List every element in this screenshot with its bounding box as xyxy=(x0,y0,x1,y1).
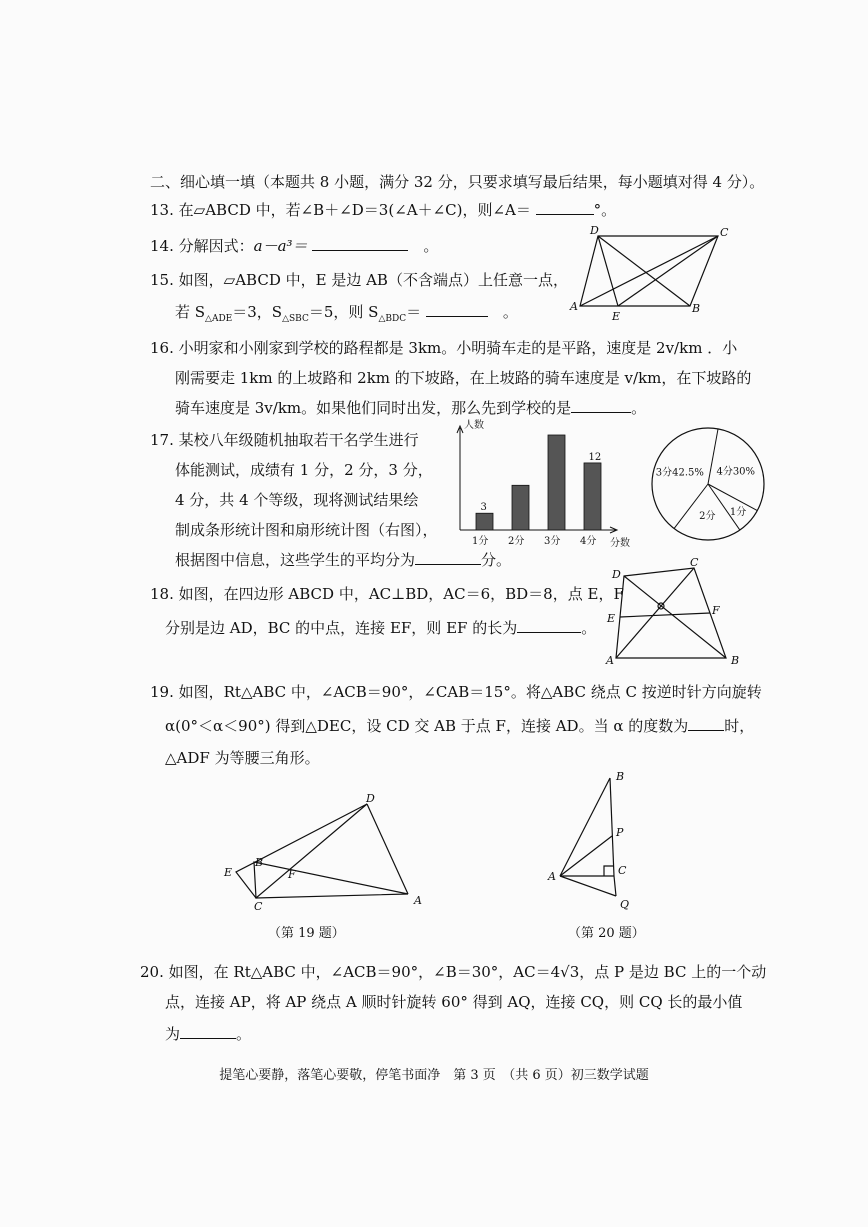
q20-label-b: B xyxy=(616,770,625,783)
q16-line2: 刚需要走 1km 的上坡路和 2km 的下坡路，在上坡路的骑车速度是 v/km，在下坡路的 xyxy=(175,369,752,387)
q18-label-c: C xyxy=(690,556,699,569)
q17-line4: 制成条形统计图和扇形统计图（右图）， xyxy=(175,521,438,539)
q19-label-a: A xyxy=(414,894,422,907)
q13-text-c: °。 xyxy=(593,201,617,219)
q20-label-a: A xyxy=(548,870,556,883)
bar-4 xyxy=(584,463,601,530)
q17-number: 17. xyxy=(150,431,174,449)
q18-number: 18. xyxy=(150,585,174,603)
q15-answer-blank[interactable] xyxy=(426,302,488,317)
q14-expression: a－a³＝ xyxy=(253,237,308,255)
q18-figure xyxy=(604,556,744,667)
question-19-line-1 xyxy=(150,682,762,702)
q19-label-e: E xyxy=(224,866,233,879)
q20-segment-bc xyxy=(610,778,614,876)
q17-pie-chart xyxy=(646,424,774,546)
q19-figure xyxy=(222,792,432,913)
q19-label-c: C xyxy=(254,900,263,913)
question-18-line-2 xyxy=(165,618,596,638)
q16-line1: 小明家和小刚家到学校的路程都是 3km。小明骑车走的是平路，速度是 2v/km ．小 xyxy=(178,339,738,357)
question-18-line-1 xyxy=(150,584,624,604)
q18-diagonal-bd xyxy=(624,576,726,658)
bar-category-label: 3分 xyxy=(544,536,561,547)
q19-line3: △ADF 为等腰三角形。 xyxy=(165,749,320,767)
q17-line1: 某校八年级随机抽取若干名学生进行 xyxy=(178,431,419,449)
parallelogram-icon: ▱ xyxy=(193,201,206,219)
q18-segment-ef xyxy=(620,613,710,617)
bar-1 xyxy=(476,513,493,530)
q19-label-f: F xyxy=(288,868,296,881)
q13-answer-blank[interactable] xyxy=(536,200,594,215)
q17-line3: 4 分，共 4 个等级，现将测试结果绘 xyxy=(175,491,419,509)
q14-text-a: 分解因式： xyxy=(178,237,254,255)
q19-segment-ad xyxy=(367,804,408,894)
q15-segment-ce xyxy=(618,236,718,306)
q20-figure xyxy=(542,768,642,918)
q16-number: 16. xyxy=(150,339,174,357)
q15-diagonal-db xyxy=(598,236,690,306)
q15-number: 15. xyxy=(150,271,174,289)
question-16-line-1 xyxy=(150,338,737,358)
q18-diagonal-ac xyxy=(616,568,694,658)
q15-sub-ade: △ADE xyxy=(205,314,233,324)
q20-label-q: Q xyxy=(620,898,630,911)
q18-line2-a: 分别是边 AD，BC 的中点，连接 EF，则 EF 的长为 xyxy=(165,619,518,637)
q18-line2-b: 。 xyxy=(581,619,597,637)
pie-slice-label: 3分42.5% xyxy=(655,467,704,479)
q19-line2-b: 时， xyxy=(724,717,755,735)
q20-line3-a: 为 xyxy=(165,1025,181,1043)
q15-line2-b: ＝3，S xyxy=(232,303,283,321)
q15-label-e: E xyxy=(612,310,621,323)
q15-figure xyxy=(570,224,730,323)
q18-label-a: A xyxy=(606,654,614,667)
q20-line2: 点，连接 AP，将 AP 绕点 A 顺时针旋转 60° 得到 AQ，连接 CQ，则 CQ 长的最小值 xyxy=(165,993,743,1011)
bar-category-label: 2分 xyxy=(508,536,525,547)
bar-3 xyxy=(548,435,565,530)
question-20-line-1 xyxy=(140,962,766,982)
bar-data-label: 12 xyxy=(588,451,602,463)
bar-2 xyxy=(512,485,529,530)
q15-label-b: B xyxy=(692,302,701,315)
question-17-line-5 xyxy=(175,550,511,570)
bar-data-label: 3 xyxy=(480,502,487,514)
question-14 xyxy=(150,236,438,256)
q15-sub-sbc: △SBC xyxy=(282,314,309,324)
q17-line5-b: 分。 xyxy=(481,551,512,569)
q17-line2: 体能测试，成绩有 1 分，2 分，3 分， xyxy=(175,461,433,479)
q20-number: 20. xyxy=(140,963,164,981)
pie-slice-label: 2分 xyxy=(699,510,716,522)
q18-answer-blank[interactable] xyxy=(517,618,581,633)
q18-label-d: D xyxy=(612,568,621,581)
q16-line3-a: 骑车速度是 3v/km。如果他们同时出发，那么先到学校的是 xyxy=(175,399,572,417)
q14-answer-blank[interactable] xyxy=(312,236,408,251)
parallelogram-icon: ▱ xyxy=(223,271,236,289)
q20-right-angle-icon xyxy=(604,866,614,876)
question-15-line-1 xyxy=(150,270,568,290)
q13-number: 13. xyxy=(150,201,174,219)
q19-label-d: D xyxy=(366,792,375,805)
q20-line3-b: 。 xyxy=(236,1025,252,1043)
q15-label-c: C xyxy=(720,226,729,239)
q17-answer-blank[interactable] xyxy=(415,550,481,565)
q20-label-c: C xyxy=(618,864,627,877)
q15-sub-bdc: △BDC xyxy=(378,314,407,324)
q20-line1: 如图，在 Rt△ABC 中，∠ACB＝90°，∠B＝30°，AC＝4√3，点 P 是边 BC 上的一个动 xyxy=(168,963,767,981)
question-20-line-3 xyxy=(165,1024,251,1044)
q18-line1: 如图，在四边形 ABCD 中，AC⊥BD，AC＝6，BD＝8，点 E，F xyxy=(178,585,624,603)
q15-line2-c: ＝5，则 S xyxy=(308,303,379,321)
page-footer: 提笔心要静，落笔心要敬，停笔书面净 第 3 页 （共 6 页）初三数学试题 xyxy=(219,1068,649,1083)
question-16-line-3 xyxy=(175,398,646,418)
q19-label-b: B xyxy=(255,856,264,869)
question-13 xyxy=(150,200,616,220)
bar-category-label: 1分 xyxy=(472,536,489,547)
question-17-line-1 xyxy=(150,430,419,450)
pie-slice-label: 1分 xyxy=(729,506,747,518)
pie-divider xyxy=(674,484,708,529)
q18-label-e: E xyxy=(607,612,616,625)
q20-answer-blank[interactable] xyxy=(180,1024,236,1039)
q15-label-a: A xyxy=(570,300,578,313)
q19-caption: （第 19 题） xyxy=(268,926,345,941)
q18-label-b: B xyxy=(731,654,740,667)
bar-category-label: 4分 xyxy=(580,536,597,547)
section-title: 二、细心填一填（本题共 8 小题，满分 32 分，只要求填写最后结果，每小题填对得 4 分）。 xyxy=(150,173,765,191)
q15-label-d: D xyxy=(590,224,599,237)
q13-text-a: 在 xyxy=(178,201,194,219)
q15-line2-a: 若 S xyxy=(175,303,206,321)
q16-line3-b: 。 xyxy=(631,399,647,417)
q14-text-c: 。 xyxy=(423,237,439,255)
q17-line5-a: 根据图中信息，这些学生的平均分为 xyxy=(175,551,416,569)
q20-segment-cq xyxy=(614,876,616,896)
q13-text-b: ABCD 中，若∠B＋∠D＝3(∠A＋∠C)，则∠A＝ xyxy=(205,201,531,219)
question-15-line-2 xyxy=(175,302,518,329)
q15-line1-b: ABCD 中，E 是边 AB（不含端点）上任意一点， xyxy=(235,271,568,289)
q19-line2-a: α(0°＜α＜90°) 得到△DEC，设 CD 交 AB 于点 F，连接 AD。当 α 的度数为 xyxy=(165,717,689,735)
bar-chart-ylabel: 人数 xyxy=(464,420,484,431)
q20-label-p: P xyxy=(616,826,624,839)
q14-number: 14. xyxy=(150,237,174,255)
bar-chart-xlabel: 分数 xyxy=(610,538,630,549)
q20-caption: （第 20 题） xyxy=(568,926,645,941)
q19-answer-blank[interactable] xyxy=(688,716,724,731)
q20-segment-aq xyxy=(560,876,616,896)
q20-segment-ab xyxy=(560,778,610,876)
q15-line2-e: 。 xyxy=(502,303,518,321)
q16-answer-blank[interactable] xyxy=(571,398,631,413)
q17-bar-chart xyxy=(450,420,640,550)
q15-line1-a: 如图， xyxy=(178,271,224,289)
q19-line1: 如图，Rt△ABC 中，∠ACB＝90°，∠CAB＝15°。将△ABC 绕点 C 按逆时针方向旋转 xyxy=(178,683,762,701)
question-19-line-2 xyxy=(165,716,754,736)
q18-label-f: F xyxy=(712,604,720,617)
q15-line2-d: ＝ xyxy=(406,303,422,321)
pie-slice-label: 4分30% xyxy=(716,466,756,478)
q19-number: 19. xyxy=(150,683,174,701)
